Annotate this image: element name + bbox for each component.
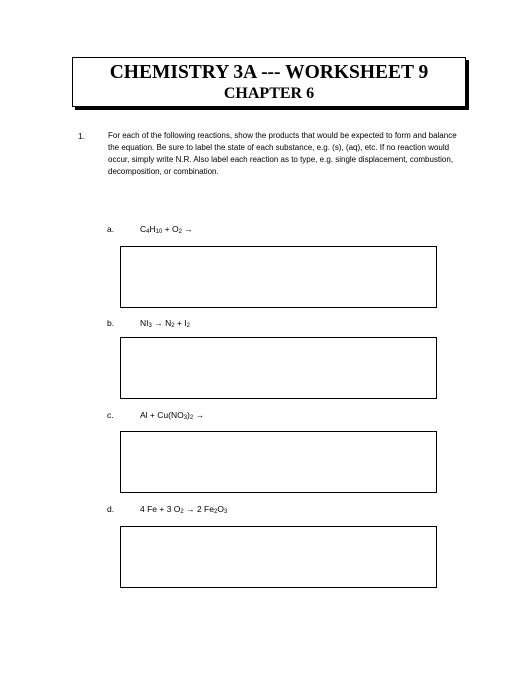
question-number: 1. — [78, 131, 86, 141]
worksheet-header — [72, 57, 466, 107]
part-b-answer-box[interactable] — [120, 337, 437, 399]
part-d-answer-box[interactable] — [120, 526, 437, 588]
worksheet-title: CHEMISTRY 3A --- WORKSHEET 9 — [109, 62, 429, 83]
part-d-equation: 4 Fe + 3 $O_2 \to 2$ $Fe_2O_3$ — [140, 504, 228, 515]
question-text: For each of the following reactions, show the products that would be expected to form and balance the equation. Be sure to label the state of each substance, e.g. (s), (aq), etc. If no reaction would occur, simply write N.R. Also label each reaction as to type, e.g. single displacement, combustion, decomposition, or combination. — [108, 131, 457, 176]
part-b-equation: $NI_3 \to N_2 + I_2$ — [140, 318, 190, 329]
part-a-answer-box[interactable] — [120, 246, 437, 308]
part-a-equation: $C_4H_{10} + O_2$ → — [140, 224, 193, 235]
part-d-label: d. — [107, 504, 115, 514]
part-c-answer-box[interactable] — [120, 431, 437, 493]
chapter-subtitle: CHAPTER 6 — [223, 85, 315, 102]
part-a-label: a. — [107, 224, 115, 234]
part-c-equation: $Al + Cu(NO_3)_2$ → — [140, 410, 205, 421]
part-c-label: c. — [107, 410, 114, 420]
part-b-label: b. — [107, 318, 115, 328]
